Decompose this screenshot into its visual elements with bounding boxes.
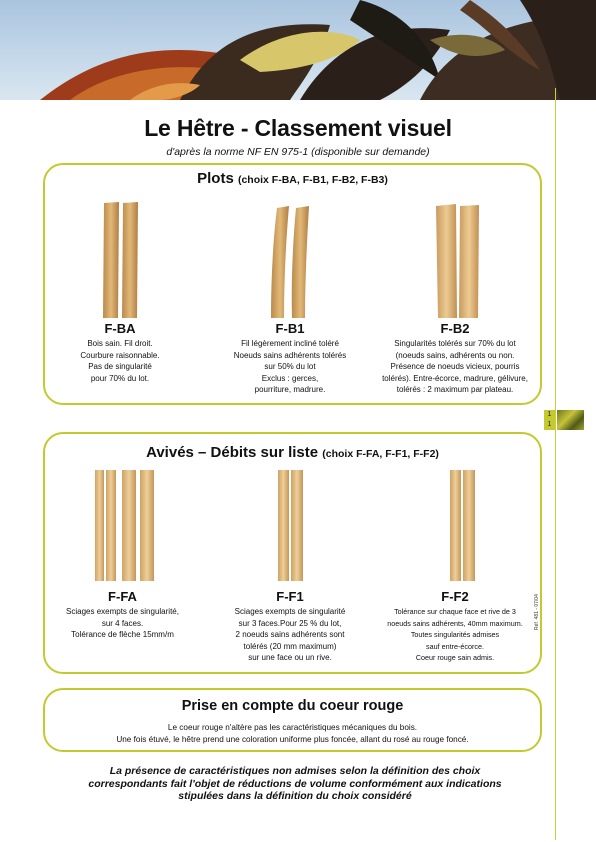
page-number-tab [544,410,555,430]
footer-note [60,765,530,803]
grade-item-f-b2 [375,321,535,396]
avives-title: Avivés – Débits sur liste [146,444,319,461]
grade-item-f-f2 [380,589,530,664]
desc-line: Singularités tolérés sur 70% du lot [394,339,516,348]
grade-item-f-fa [50,589,195,641]
plots-choices: (choix F-BA, F-B1, F-B2, F-B3) [237,174,388,186]
desc-line: Tolérance de flèche 15mm/m [71,630,174,640]
desc-line: Fil légèrement incliné toléré [241,339,339,348]
desc-line: tolérés). Entre-écorce, madrure, gélivure, [382,373,528,383]
grade-code: F-B2 [440,321,470,336]
desc-line: Présence de noeuds vicieux, pourris [390,362,520,372]
page-subtitle: d'après la norme NF EN 975-1 (disponible sur demande) [166,146,430,158]
grade-code: F-BA [104,321,136,336]
board-image-f-f1 [276,468,306,583]
desc-line: Courbure raisonnable. [80,350,160,360]
grade-code: F-F2 [441,589,469,604]
foliage-thumbnail [557,410,584,430]
margin-rule [555,88,556,840]
desc-line: Noeuds sains adhérents tolérés [233,350,347,360]
header-foliage-image [0,0,596,100]
desc-line: (noeuds sains, adhérents ou non. [395,350,515,360]
avives-choices: (choix F-FA, F-F1, F-F2) [322,448,439,460]
board-image-f-f2 [448,468,478,583]
plots-title: Plots [197,170,234,187]
reference-code: Réf. 481 - 07/04 [534,594,540,630]
plank-image-f-b1 [265,200,315,320]
desc-line: tolérés : 2 maximum par plateau. [396,385,514,395]
desc-line: 2 noeuds sains adhérents sont [235,630,345,640]
plots-heading [45,170,540,187]
desc-line: sur 3 faces.Pour 25 % du lot, [238,618,342,628]
grade-item-f-f1 [215,589,365,664]
desc-line: sauf entre-écorce. [426,641,484,651]
desc-line: sur une face ou un rive. [248,653,332,663]
red-heart-title: Prise en compte du coeur rouge [181,698,404,714]
desc-line: Tolérance sur chaque face et rive de 3 [394,607,516,616]
footer-line: La présence de caractéristiques non admises selon la définition des choix [109,765,481,777]
avives-heading [45,444,540,461]
grade-item-f-ba [60,321,180,384]
page-tab-line: 1 [547,411,552,418]
desc-line: pour 70% du lot. [90,373,150,383]
red-heart-line: Le coeur rouge n'altère pas les caractéristiques mécaniques du bois. [167,723,418,732]
desc-line: sur 4 faces. [101,618,144,628]
desc-line: tolérés (20 mm maximum) [243,641,337,651]
page-title: Le Hêtre - Classement visuel [144,115,452,141]
plank-image-f-b2 [432,200,484,320]
desc-line: sur 50% du lot [264,362,316,372]
desc-line: Bois sain. Fil droit. [87,339,153,348]
footer-line: correspondants fait l'objet de réductions de volume conformément aux indications [88,777,502,790]
grade-item-f-b1 [215,321,365,396]
desc-line: Pas de singularité [88,362,152,372]
desc-line: pourriture, madrure. [254,385,326,395]
desc-line: Toutes singularités admises [410,630,500,640]
desc-line: Sciages exempts de singularité [234,607,346,616]
grade-code: F-B1 [275,321,305,336]
page-tab-line: 1 [547,421,552,428]
desc-line: Coeur rouge sain admis. [415,653,495,663]
board-image-f-fa [92,468,158,583]
grade-code: F-F1 [276,589,304,604]
red-heart-line: Une fois étuvé, le hêtre prend une coloration uniforme plus foncée, allant du rosé au rouge foncé. [116,734,469,744]
grade-code: F-FA [108,589,137,604]
desc-line: Sciages exempts de singularité, [66,607,179,616]
red-heart-section [43,688,542,752]
plank-image-f-ba [100,200,142,320]
footer-line: stipulées dans la définition du choix considéré [178,790,412,802]
desc-line: noeuds sains adhérents, 40mm maximum. [387,618,523,628]
desc-line: Exclus : gerces, [261,373,319,383]
